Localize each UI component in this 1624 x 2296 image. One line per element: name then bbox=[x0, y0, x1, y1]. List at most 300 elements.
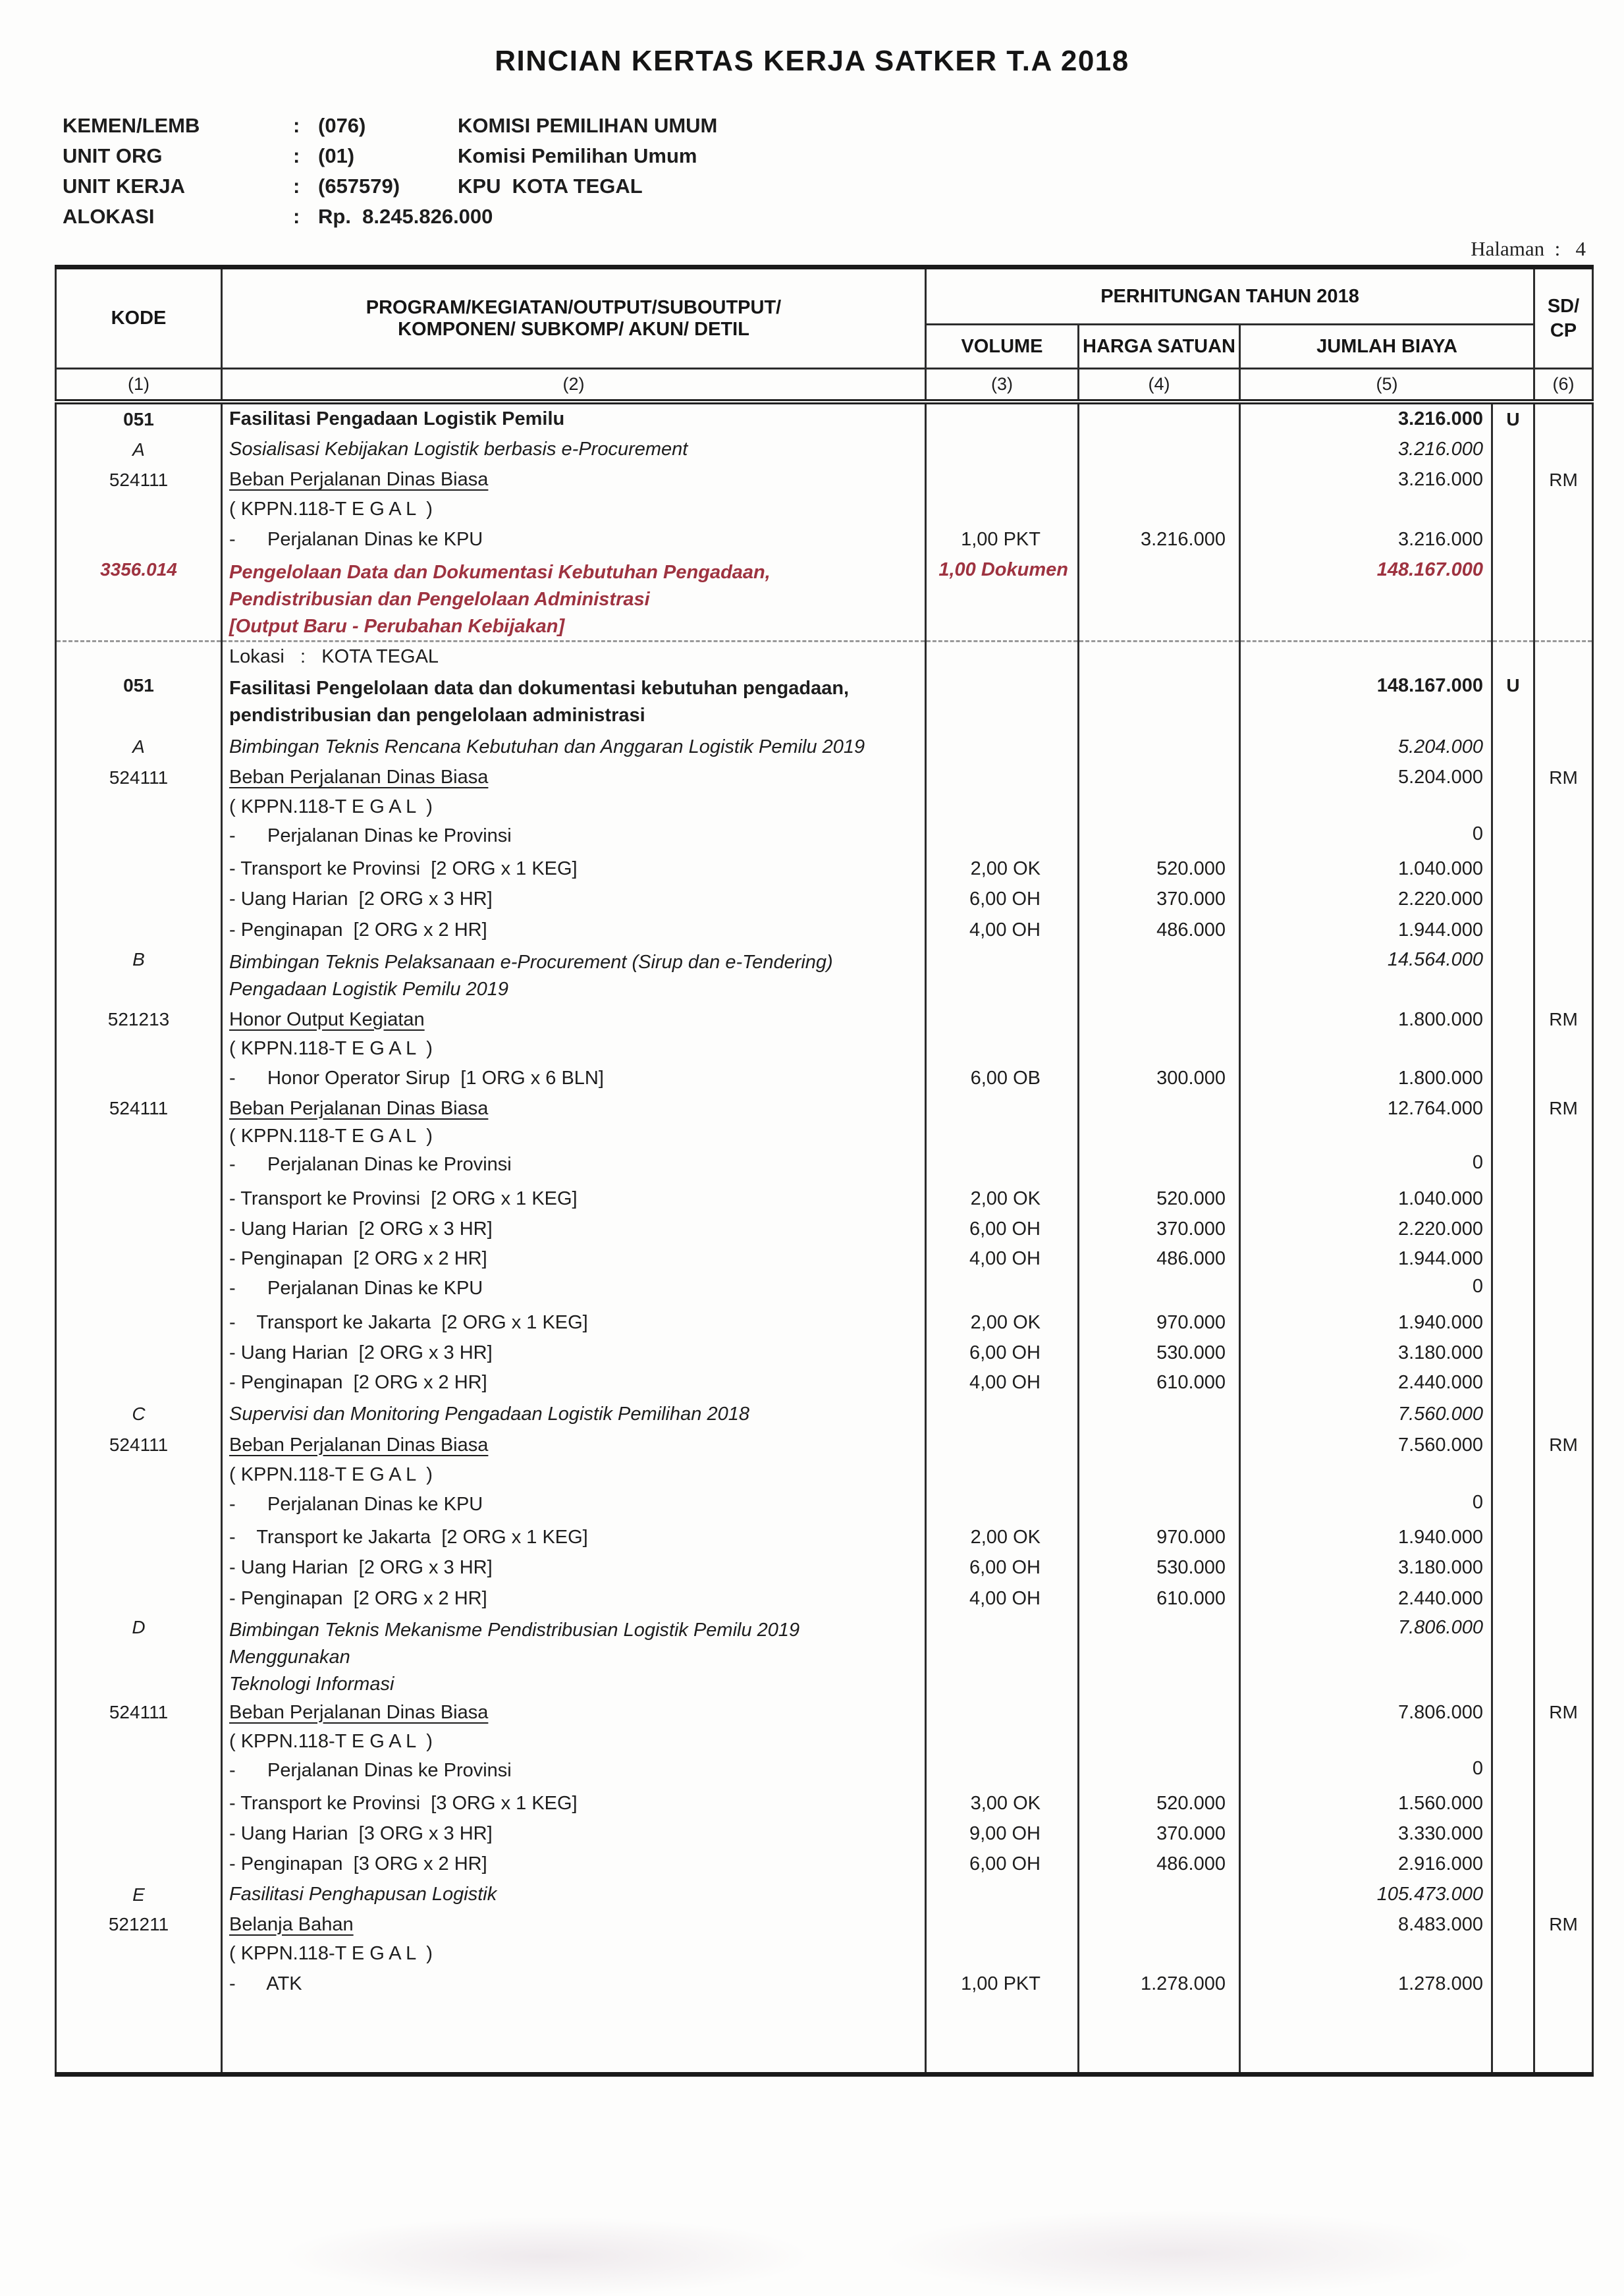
cell-jumlah: 3.216.000 bbox=[1240, 435, 1492, 465]
cell-kode: B bbox=[56, 946, 222, 1005]
cell-vol: 2,00 OK bbox=[926, 1183, 1079, 1215]
cell-kode bbox=[56, 1338, 222, 1368]
cell-desc: ( KPPN.118-T E G A L ) bbox=[222, 1727, 926, 1756]
cell-sdcp: RM bbox=[1534, 1005, 1593, 1034]
cell-sdcp bbox=[1534, 1789, 1593, 1818]
header-perhitungan: PERHITUNGAN TAHUN 2018 bbox=[926, 267, 1534, 325]
table-row bbox=[56, 1150, 1593, 1183]
cell-jumlah: 7.560.000 bbox=[1240, 1398, 1492, 1431]
cell-harga: 300.000 bbox=[1079, 1063, 1240, 1094]
cell-harga: 3.216.000 bbox=[1079, 524, 1240, 556]
cell-vol bbox=[926, 1431, 1079, 1460]
cell-vol bbox=[926, 641, 1079, 672]
cell-desc: - Uang Harian [2 ORG x 3 HR] bbox=[222, 1215, 926, 1244]
cell-kode bbox=[56, 1034, 222, 1063]
cell-sdcp: RM bbox=[1534, 1431, 1593, 1460]
cell-desc: Supervisi dan Monitoring Pengadaan Logistik Pemilihan 2018 bbox=[222, 1398, 926, 1431]
cell-flag bbox=[1492, 1523, 1534, 1552]
cell-kode bbox=[56, 1939, 222, 1968]
cell-sdcp: RM bbox=[1534, 1094, 1593, 1123]
cell-flag bbox=[1492, 1939, 1534, 1968]
header-sdcp bbox=[1534, 267, 1593, 369]
table-row bbox=[56, 1789, 1593, 1818]
cell-vol bbox=[926, 495, 1079, 524]
cell-desc: Beban Perjalanan Dinas Biasa bbox=[222, 763, 926, 792]
cell-kode bbox=[56, 1368, 222, 1398]
cell-flag bbox=[1492, 1968, 1534, 2000]
cell-sdcp bbox=[1534, 1274, 1593, 1307]
cell-kode bbox=[56, 1968, 222, 2000]
cell-vol bbox=[926, 1123, 1079, 1150]
cell-kode: 3356.014 bbox=[56, 556, 222, 642]
cell-desc: - Penginapan [3 ORG x 2 HR] bbox=[222, 1849, 926, 1879]
cell-vol: 9,00 OH bbox=[926, 1818, 1079, 1849]
cell-harga: 970.000 bbox=[1079, 1307, 1240, 1338]
cell-kode: 524111 bbox=[56, 1094, 222, 1123]
cell-jumlah bbox=[1240, 641, 1492, 672]
cell-flag bbox=[1492, 854, 1534, 884]
cell-harga bbox=[1079, 1698, 1240, 1727]
cell-kode bbox=[56, 524, 222, 556]
cell-vol: 1,00 PKT bbox=[926, 1968, 1079, 2000]
cell-jumlah: 1.800.000 bbox=[1240, 1005, 1492, 1034]
cell-vol bbox=[926, 1698, 1079, 1727]
table-row bbox=[56, 1307, 1593, 1338]
cell-sdcp bbox=[1534, 1490, 1593, 1523]
cell-jumlah: 148.167.000 bbox=[1240, 672, 1492, 731]
table-row bbox=[56, 854, 1593, 884]
cell-kode: C bbox=[56, 1398, 222, 1431]
cell-sdcp bbox=[1534, 2000, 1593, 2074]
cell-harga bbox=[1079, 1756, 1240, 1789]
table-body bbox=[56, 402, 1593, 2075]
table-row bbox=[56, 1490, 1593, 1523]
table-row bbox=[56, 556, 1593, 642]
header-uraian-line1: PROGRAM/KEGIATAN/OUTPUT/SUBOUTPUT/ bbox=[365, 296, 782, 318]
cell-jumlah bbox=[1240, 1123, 1492, 1150]
cell-vol bbox=[926, 2000, 1079, 2074]
cell-jumlah: 3.180.000 bbox=[1240, 1552, 1492, 1583]
table-row bbox=[56, 946, 1593, 1005]
cell-sdcp bbox=[1534, 1123, 1593, 1150]
cell-desc: - Uang Harian [2 ORG x 3 HR] bbox=[222, 1338, 926, 1368]
header-colnum-6: (6) bbox=[1534, 369, 1593, 402]
cell-flag bbox=[1492, 1244, 1534, 1274]
cell-desc: - Honor Operator Sirup [1 ORG x 6 BLN] bbox=[222, 1063, 926, 1094]
cell-harga bbox=[1079, 1490, 1240, 1523]
cell-desc: - Transport ke Jakarta [2 ORG x 1 KEG] bbox=[222, 1523, 926, 1552]
cell-vol: 1,00 Dokumen bbox=[926, 556, 1079, 642]
table-row bbox=[56, 1849, 1593, 1879]
cell-sdcp: RM bbox=[1534, 465, 1593, 495]
cell-harga bbox=[1079, 1460, 1240, 1490]
cell-sdcp bbox=[1534, 1368, 1593, 1398]
cell-jumlah: 7.806.000 bbox=[1240, 1698, 1492, 1727]
cell-flag bbox=[1492, 1338, 1534, 1368]
table-row bbox=[56, 465, 1593, 495]
info-line bbox=[63, 202, 1624, 232]
cell-harga bbox=[1079, 821, 1240, 854]
cell-vol bbox=[926, 402, 1079, 435]
cell-sdcp bbox=[1534, 1939, 1593, 1968]
cell-harga bbox=[1079, 465, 1240, 495]
cell-harga: 486.000 bbox=[1079, 1849, 1240, 1879]
cell-flag bbox=[1492, 1460, 1534, 1490]
cell-vol bbox=[926, 1879, 1079, 1910]
cell-vol: 1,00 PKT bbox=[926, 524, 1079, 556]
header-uraian bbox=[222, 267, 926, 369]
cell-sdcp bbox=[1534, 1552, 1593, 1583]
cell-flag bbox=[1492, 1879, 1534, 1910]
cell-flag bbox=[1492, 556, 1534, 642]
header-uraian-line2: KOMPONEN/ SUBKOMP/ AKUN/ DETIL bbox=[398, 318, 749, 340]
header-colnum-3: (3) bbox=[926, 369, 1079, 402]
cell-jumlah: 7.806.000 bbox=[1240, 1614, 1492, 1698]
cell-flag bbox=[1492, 1727, 1534, 1756]
cell-jumlah: 0 bbox=[1240, 1756, 1492, 1789]
cell-sdcp: RM bbox=[1534, 763, 1593, 792]
cell-sdcp bbox=[1534, 1215, 1593, 1244]
cell-vol: 6,00 OH bbox=[926, 884, 1079, 914]
info-code: (076) bbox=[318, 114, 366, 137]
table-row bbox=[56, 914, 1593, 946]
cell-flag: U bbox=[1492, 402, 1534, 435]
cell-desc: - Penginapan [2 ORG x 2 HR] bbox=[222, 914, 926, 946]
cell-kode: 051 bbox=[56, 672, 222, 731]
cell-desc: Honor Output Kegiatan bbox=[222, 1005, 926, 1034]
cell-harga: 530.000 bbox=[1079, 1338, 1240, 1368]
cell-desc: - Penginapan [2 ORG x 2 HR] bbox=[222, 1244, 926, 1274]
cell-kode bbox=[56, 1583, 222, 1614]
cell-sdcp bbox=[1534, 641, 1593, 672]
cell-sdcp bbox=[1534, 731, 1593, 763]
info-name: KPU KOTA TEGAL bbox=[458, 175, 643, 198]
cell-desc: Sosialisasi Kebijakan Logistik berbasis e-Procurement bbox=[222, 435, 926, 465]
cell-kode bbox=[56, 1063, 222, 1094]
cell-sdcp bbox=[1534, 402, 1593, 435]
cell-vol: 6,00 OH bbox=[926, 1552, 1079, 1583]
cell-harga bbox=[1079, 1005, 1240, 1034]
cell-kode: 524111 bbox=[56, 465, 222, 495]
cell-desc: ( KPPN.118-T E G A L ) bbox=[222, 1939, 926, 1968]
cell-sdcp bbox=[1534, 1398, 1593, 1431]
cell-kode bbox=[56, 1307, 222, 1338]
cell-sdcp bbox=[1534, 946, 1593, 1005]
cell-jumlah: 2.220.000 bbox=[1240, 884, 1492, 914]
cell-sdcp bbox=[1534, 1756, 1593, 1789]
cell-flag bbox=[1492, 1698, 1534, 1727]
cell-flag bbox=[1492, 821, 1534, 854]
cell-kode bbox=[56, 1123, 222, 1150]
cell-vol: 6,00 OH bbox=[926, 1338, 1079, 1368]
cell-jumlah bbox=[1240, 1727, 1492, 1756]
cell-flag bbox=[1492, 1490, 1534, 1523]
cell-kode: 521213 bbox=[56, 1005, 222, 1034]
table-row bbox=[56, 524, 1593, 556]
cell-desc: Beban Perjalanan Dinas Biasa bbox=[222, 1431, 926, 1460]
cell-sdcp bbox=[1534, 1849, 1593, 1879]
cell-sdcp bbox=[1534, 1244, 1593, 1274]
cell-harga: 486.000 bbox=[1079, 914, 1240, 946]
cell-vol bbox=[926, 1490, 1079, 1523]
table-row bbox=[56, 1398, 1593, 1431]
table-row bbox=[56, 402, 1593, 435]
cell-desc: Fasilitasi Pengelolaan data dan dokumentasi kebutuhan pengadaan, pendistribusian dan pengelolaan administrasi bbox=[222, 672, 926, 731]
cell-vol bbox=[926, 1727, 1079, 1756]
cell-flag bbox=[1492, 1150, 1534, 1183]
table-row bbox=[56, 884, 1593, 914]
cell-vol: 2,00 OK bbox=[926, 1523, 1079, 1552]
cell-jumlah bbox=[1240, 495, 1492, 524]
cell-vol: 4,00 OH bbox=[926, 1368, 1079, 1398]
cell-flag bbox=[1492, 731, 1534, 763]
cell-flag bbox=[1492, 1756, 1534, 1789]
cell-sdcp bbox=[1534, 1614, 1593, 1698]
cell-kode bbox=[56, 1818, 222, 1849]
cell-harga: 370.000 bbox=[1079, 1818, 1240, 1849]
cell-desc: ( KPPN.118-T E G A L ) bbox=[222, 495, 926, 524]
cell-sdcp bbox=[1534, 1338, 1593, 1368]
table-row bbox=[56, 763, 1593, 792]
cell-jumlah: 3.216.000 bbox=[1240, 524, 1492, 556]
cell-kode: 524111 bbox=[56, 1698, 222, 1727]
cell-harga: 610.000 bbox=[1079, 1583, 1240, 1614]
info-label: UNIT ORG bbox=[63, 144, 163, 167]
cell-harga bbox=[1079, 672, 1240, 731]
header-jumlah-biaya: JUMLAH BIAYA bbox=[1240, 325, 1534, 369]
cell-flag bbox=[1492, 1368, 1534, 1398]
cell-desc: Bimbingan Teknis Rencana Kebutuhan dan Anggaran Logistik Pemilu 2019 bbox=[222, 731, 926, 763]
table-row bbox=[56, 1244, 1593, 1274]
table-row bbox=[56, 1818, 1593, 1849]
cell-jumlah: 2.440.000 bbox=[1240, 1583, 1492, 1614]
info-colon: : bbox=[293, 144, 300, 167]
cell-vol: 2,00 OK bbox=[926, 1307, 1079, 1338]
header-colnum-4: (4) bbox=[1079, 369, 1240, 402]
cell-sdcp bbox=[1534, 1034, 1593, 1063]
cell-harga bbox=[1079, 1094, 1240, 1123]
table-row bbox=[56, 641, 1593, 672]
cell-desc: - Uang Harian [3 ORG x 3 HR] bbox=[222, 1818, 926, 1849]
cell-jumlah: 7.560.000 bbox=[1240, 1431, 1492, 1460]
scan-artifact bbox=[283, 2217, 810, 2296]
cell-harga bbox=[1079, 1150, 1240, 1183]
table-row bbox=[56, 1727, 1593, 1756]
info-label: KEMEN/LEMB bbox=[63, 114, 200, 137]
cell-desc: - Uang Harian [2 ORG x 3 HR] bbox=[222, 1552, 926, 1583]
cell-jumlah: 1.800.000 bbox=[1240, 1063, 1492, 1094]
cell-jumlah: 0 bbox=[1240, 1490, 1492, 1523]
cell-flag bbox=[1492, 914, 1534, 946]
cell-kode bbox=[56, 1727, 222, 1756]
cell-desc: - Uang Harian [2 ORG x 3 HR] bbox=[222, 884, 926, 914]
cell-vol bbox=[926, 1614, 1079, 1698]
table-row bbox=[56, 1552, 1593, 1583]
cell-flag: U bbox=[1492, 672, 1534, 731]
cell-flag bbox=[1492, 1849, 1534, 1879]
info-line bbox=[63, 141, 1624, 171]
cell-jumlah bbox=[1240, 2000, 1492, 2074]
cell-sdcp bbox=[1534, 1968, 1593, 2000]
table-row bbox=[56, 1034, 1593, 1063]
cell-sdcp bbox=[1534, 914, 1593, 946]
cell-desc: - Transport ke Provinsi [2 ORG x 1 KEG] bbox=[222, 1183, 926, 1215]
table-row bbox=[56, 435, 1593, 465]
cell-jumlah: 5.204.000 bbox=[1240, 763, 1492, 792]
cell-kode: 524111 bbox=[56, 1431, 222, 1460]
cell-kode bbox=[56, 495, 222, 524]
cell-harga bbox=[1079, 1123, 1240, 1150]
cell-desc: Bimbingan Teknis Mekanisme Pendistribusian Logistik Pemilu 2019 Menggunakan Teknologi Informasi bbox=[222, 1614, 926, 1698]
cell-vol bbox=[926, 1398, 1079, 1431]
cell-sdcp bbox=[1534, 556, 1593, 642]
cell-flag bbox=[1492, 1063, 1534, 1094]
cell-sdcp bbox=[1534, 854, 1593, 884]
cell-harga bbox=[1079, 763, 1240, 792]
header-kode: KODE bbox=[56, 267, 222, 369]
cell-kode: 051 bbox=[56, 402, 222, 435]
cell-desc: ( KPPN.118-T E G A L ) bbox=[222, 1034, 926, 1063]
cell-flag bbox=[1492, 1005, 1534, 1034]
cell-jumlah: 1.040.000 bbox=[1240, 854, 1492, 884]
cell-sdcp bbox=[1534, 435, 1593, 465]
cell-kode bbox=[56, 1150, 222, 1183]
table-row bbox=[56, 1094, 1593, 1123]
info-colon: : bbox=[293, 114, 300, 137]
header-colnum-1: (1) bbox=[56, 369, 222, 402]
cell-vol bbox=[926, 1034, 1079, 1063]
cell-jumlah: 148.167.000 bbox=[1240, 556, 1492, 642]
cell-desc: - Transport ke Provinsi [3 ORG x 1 KEG] bbox=[222, 1789, 926, 1818]
cell-harga bbox=[1079, 435, 1240, 465]
cell-flag bbox=[1492, 435, 1534, 465]
cell-flag bbox=[1492, 2000, 1534, 2074]
table-row bbox=[56, 1879, 1593, 1910]
header-colnum-2: (2) bbox=[222, 369, 926, 402]
cell-desc: - Perjalanan Dinas ke Provinsi bbox=[222, 1756, 926, 1789]
cell-harga bbox=[1079, 1398, 1240, 1431]
cell-jumlah: 0 bbox=[1240, 821, 1492, 854]
page-title: RINCIAN KERTAS KERJA SATKER T.A 2018 bbox=[495, 45, 1129, 77]
scan-artifact bbox=[882, 2210, 1475, 2296]
cell-flag bbox=[1492, 1614, 1534, 1698]
table-row bbox=[56, 1523, 1593, 1552]
table-row bbox=[56, 1939, 1593, 1968]
cell-flag bbox=[1492, 884, 1534, 914]
cell-desc bbox=[222, 2000, 926, 2074]
cell-vol bbox=[926, 672, 1079, 731]
cell-harga bbox=[1079, 495, 1240, 524]
cell-flag bbox=[1492, 1818, 1534, 1849]
cell-desc: Belanja Bahan bbox=[222, 1910, 926, 1939]
cell-kode bbox=[56, 1789, 222, 1818]
cell-flag bbox=[1492, 1583, 1534, 1614]
cell-kode bbox=[56, 1215, 222, 1244]
cell-kode bbox=[56, 914, 222, 946]
cell-sdcp: RM bbox=[1534, 1910, 1593, 1939]
cell-jumlah: 1.944.000 bbox=[1240, 1244, 1492, 1274]
cell-vol: 4,00 OH bbox=[926, 914, 1079, 946]
cell-sdcp bbox=[1534, 672, 1593, 731]
cell-harga bbox=[1079, 1879, 1240, 1910]
cell-kode: 524111 bbox=[56, 763, 222, 792]
cell-desc: - Penginapan [2 ORG x 2 HR] bbox=[222, 1583, 926, 1614]
cell-desc: Lokasi : KOTA TEGAL bbox=[222, 641, 926, 672]
cell-flag bbox=[1492, 1094, 1534, 1123]
cell-sdcp bbox=[1534, 1183, 1593, 1215]
header-sdcp-line2: CP bbox=[1550, 319, 1577, 341]
table-row bbox=[56, 1063, 1593, 1094]
table-row bbox=[56, 821, 1593, 854]
cell-desc: - Perjalanan Dinas ke Provinsi bbox=[222, 1150, 926, 1183]
cell-vol: 4,00 OH bbox=[926, 1583, 1079, 1614]
cell-flag bbox=[1492, 495, 1534, 524]
cell-vol: 4,00 OH bbox=[926, 1244, 1079, 1274]
cell-harga bbox=[1079, 641, 1240, 672]
table-row bbox=[56, 1123, 1593, 1150]
cell-sdcp bbox=[1534, 1063, 1593, 1094]
info-line bbox=[63, 171, 1624, 202]
cell-jumlah: 1.940.000 bbox=[1240, 1523, 1492, 1552]
cell-vol bbox=[926, 1094, 1079, 1123]
budget-table bbox=[55, 265, 1594, 2077]
cell-desc: Beban Perjalanan Dinas Biasa bbox=[222, 1094, 926, 1123]
cell-sdcp bbox=[1534, 1879, 1593, 1910]
cell-flag bbox=[1492, 1431, 1534, 1460]
cell-vol: 6,00 OB bbox=[926, 1063, 1079, 1094]
table-row bbox=[56, 1005, 1593, 1034]
cell-jumlah: 1.944.000 bbox=[1240, 914, 1492, 946]
cell-jumlah: 1.560.000 bbox=[1240, 1789, 1492, 1818]
cell-desc: Fasilitasi Pengadaan Logistik Pemilu bbox=[222, 402, 926, 435]
cell-flag bbox=[1492, 1274, 1534, 1307]
cell-desc: Bimbingan Teknis Pelaksanaan e-Procurement (Sirup dan e-Tendering) Pengadaan Logistik Pemilu 2019 bbox=[222, 946, 926, 1005]
cell-jumlah: 2.916.000 bbox=[1240, 1849, 1492, 1879]
cell-flag bbox=[1492, 1552, 1534, 1583]
cell-vol bbox=[926, 1274, 1079, 1307]
info-code: (01) bbox=[318, 144, 355, 167]
cell-vol bbox=[926, 763, 1079, 792]
cell-vol bbox=[926, 1756, 1079, 1789]
cell-sdcp bbox=[1534, 1583, 1593, 1614]
cell-jumlah bbox=[1240, 1034, 1492, 1063]
info-colon: : bbox=[293, 175, 300, 198]
page-number: Halaman : 4 bbox=[1471, 237, 1586, 260]
cell-vol bbox=[926, 1910, 1079, 1939]
cell-jumlah: 1.940.000 bbox=[1240, 1307, 1492, 1338]
cell-harga bbox=[1079, 1034, 1240, 1063]
cell-jumlah: 2.440.000 bbox=[1240, 1368, 1492, 1398]
cell-harga: 520.000 bbox=[1079, 1789, 1240, 1818]
cell-harga: 370.000 bbox=[1079, 1215, 1240, 1244]
cell-vol bbox=[926, 731, 1079, 763]
cell-vol: 6,00 OH bbox=[926, 1849, 1079, 1879]
cell-flag bbox=[1492, 641, 1534, 672]
cell-flag bbox=[1492, 524, 1534, 556]
cell-jumlah: 2.220.000 bbox=[1240, 1215, 1492, 1244]
table-row bbox=[56, 1614, 1593, 1698]
cell-kode bbox=[56, 1849, 222, 1879]
cell-flag bbox=[1492, 465, 1534, 495]
cell-harga bbox=[1079, 946, 1240, 1005]
info-label: UNIT KERJA bbox=[63, 175, 186, 198]
cell-jumlah: 12.764.000 bbox=[1240, 1094, 1492, 1123]
cell-desc: Pengelolaan Data dan Dokumentasi Kebutuhan Pengadaan, Pendistribusian dan Pengelolaan Administrasi [Output Baru - Perubahan Kebijakan] bbox=[222, 556, 926, 642]
cell-harga bbox=[1079, 1910, 1240, 1939]
cell-jumlah bbox=[1240, 1939, 1492, 1968]
cell-desc: Fasilitasi Penghapusan Logistik bbox=[222, 1879, 926, 1910]
cell-sdcp bbox=[1534, 821, 1593, 854]
